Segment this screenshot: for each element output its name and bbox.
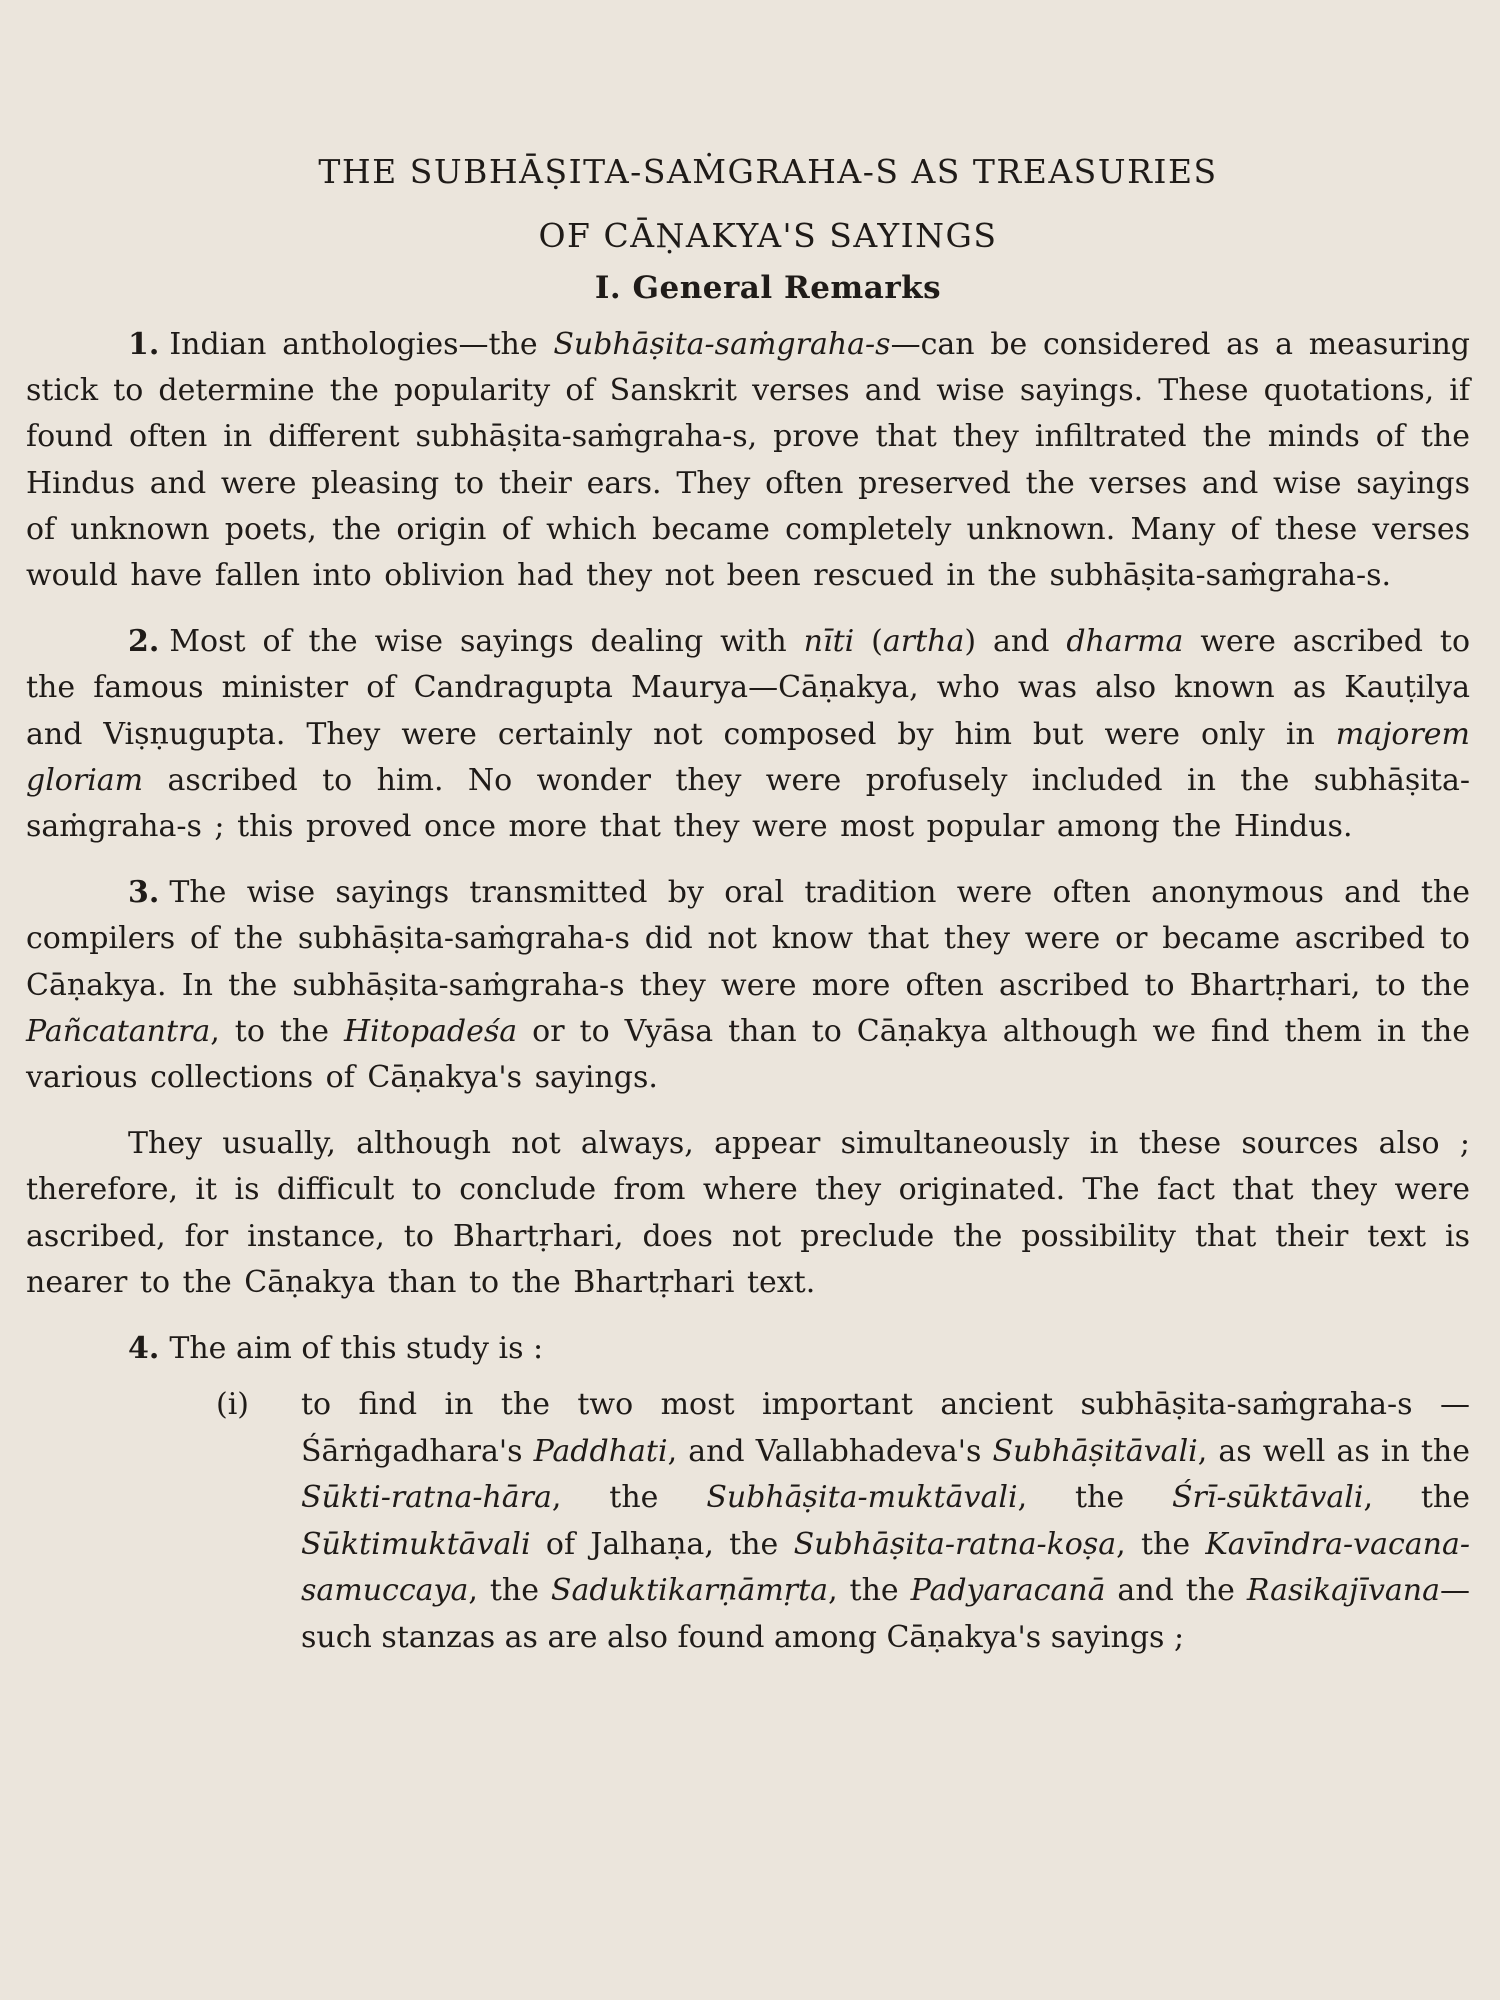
- paragraph-number: 3.: [128, 875, 160, 911]
- paragraph-number: 1.: [128, 327, 160, 362]
- list-item-label: (i): [216, 1387, 250, 1423]
- list-item-text: to find in the two most important ancient subhāṣita-saṁgraha-s —Śārṅgadhara's Paddhati, and Vallabhadeva's Subhāṣitāvali, as well as in the Sūkti-ratna-hāra, the Subhāṣita-muktāvali, the Śrī-sūktāvali, the Sūktimuktāvali of Jalhaṇa, the Subhāṣita-ratna-koṣa, the Kavīndra-vacana-samuccaya, the Saduktikarṇāmṛta, the Padyaracanā and the Rasikajīvana—such stanzas as are also found among Cāṇakya's sayings ;: [301, 1387, 1470, 1655]
- paragraph-3: 3. The wise sayings transmitted by oral tradition were often anonymous and the compilers of the subhāṣita-saṁgraha-s did not know that they were or became ascribed to Cāṇakya. In the subhāṣita-saṁgraha-s they were more often ascribed to Bhartṛhari, to the Pañcatantra, to the Hitopadeśa or to Vyāsa than to Cāṇakya although we find them in the various collections of Cāṇakya's sayings.: [26, 875, 1470, 1096]
- document-title: [66, 140, 1470, 268]
- paragraph-5-intro: 4. The aim of this study is :: [128, 1331, 544, 1367]
- paragraph-4: They usually, although not always, appear simultaneously in these sources also ; therefore, it is difficult to conclude from where they originated. The fact that they were ascribed, for instance, to Bhartṛhari, does not preclude the possibility that their text is nearer to the Cāṇakya than to the Bhartṛhari text.: [26, 1126, 1470, 1300]
- section-heading: I. General Remarks: [594, 270, 942, 306]
- paragraph-number: 2.: [128, 624, 160, 660]
- paragraph-1: 1. Indian anthologies—the Subhāṣita-saṁgraha-s—can be considered as a measuring stick to determine the popularity of Sanskrit verses and wise sayings. These quotations, if found often in different subhāṣita-saṁgraha-s, prove that they infiltrated the minds of the Hindus and were pleasing to their ears. They often preserved the verses and wise sayings of unknown poets, the origin of which became completely unknown. Many of these verses would have fallen into oblivion had they not been rescued in the subhāṣita-saṁgraha-s.: [26, 327, 1470, 594]
- list-item: [26, 1382, 1470, 1661]
- title-line-1: THE SUBHĀṢITA-SAṀGRAHA-S AS TREASURIES: [318, 152, 1218, 191]
- title-line-2: OF CĀṆAKYA'S SAYINGS: [538, 216, 998, 255]
- paragraph-2: 2. Most of the wise sayings dealing with nīti (artha) and dharma were ascribed to the famous minister of Candragupta Maurya—Cāṇakya, who was also known as Kauṭilya and Viṣṇugupta. They were certainly not composed by him but were only in majorem gloriam ascribed to him. No wonder they were profusely included in the subhāṣita-saṁgraha-s ; this proved once more that they were most popular among the Hindus.: [26, 624, 1471, 845]
- paragraph-number: 4.: [128, 1331, 160, 1367]
